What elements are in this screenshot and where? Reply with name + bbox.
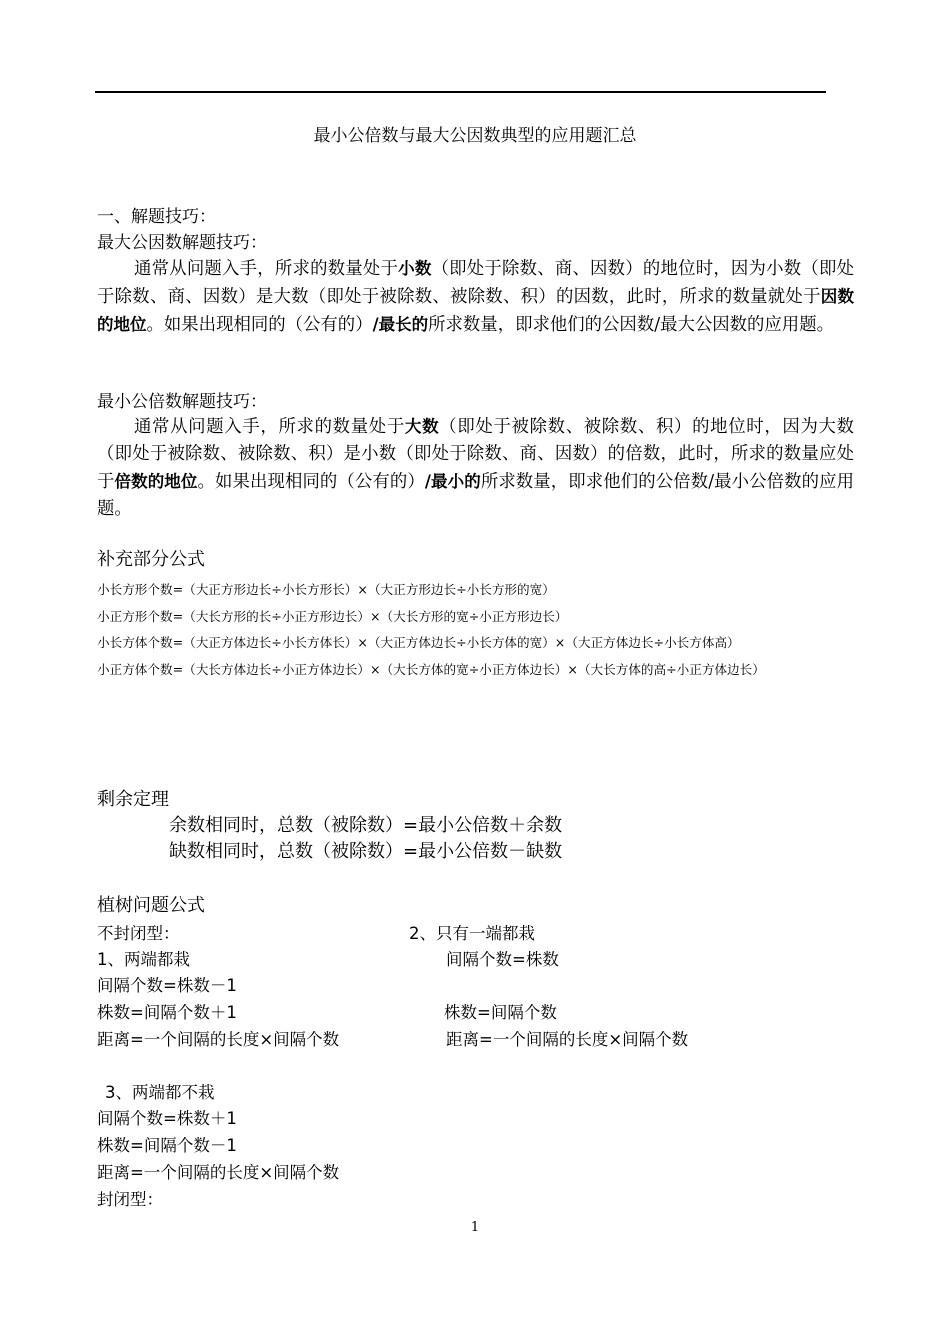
document-title: 最小公倍数与最大公因数典型的应用题汇总 <box>313 126 637 146</box>
lcm-paragraph: 通常从问题入手，所求的数量处于大数（即处于被除数、被除数、积）的地位时，因为大数（即处于被除数、被除数、积）是小数（即处于除数、商、因数）的倍数，此时，所求的数量应处于倍数的地位。如果出现相同的（公有的）/最小的所求数量，即求他们的公倍数/最小公倍数的应用题。 <box>97 417 854 519</box>
gcd-heading: 最大公因数解题技巧： <box>97 233 267 253</box>
case2-line-1: 间隔个数=株数 <box>446 950 559 969</box>
case1-line-1: 间隔个数=株数－1 <box>97 976 237 995</box>
case3-line-1: 间隔个数=株数＋1 <box>97 1109 237 1128</box>
formula-list <box>97 577 854 683</box>
formula-item: 小正方形个数=（大长方形的长÷小正方形边长）×（大长方形的宽÷小正方形边长） <box>97 608 568 624</box>
case1-title: 1、两端都栽 <box>97 950 190 969</box>
trees-heading: 植树问题公式 <box>97 895 205 916</box>
page-number: 1 <box>470 1220 480 1235</box>
case3-title: 3、两端都不栽 <box>105 1083 215 1102</box>
formulas-heading: 补充部分公式 <box>97 549 205 570</box>
header-rule <box>95 91 826 93</box>
section-heading-techniques: 一、解题技巧： <box>97 207 216 227</box>
gcd-paragraph: 通常从问题入手，所求的数量处于小数（即处于除数、商、因数）的地位时，因为小数（即处于除数、商、因数）是大数（即处于被除数、被除数、积）的因数，此时，所求的数量就处于因数的地位。如果出现相同的（公有的）/最长的所求数量，即求他们的公因数/最大公因数的应用题。 <box>97 259 854 335</box>
closed-type-label: 封闭型： <box>97 1190 163 1209</box>
case2-title: 2、只有一端都栽 <box>409 924 535 943</box>
case2-line-2: 株数=间隔个数 <box>444 1003 557 1022</box>
case2-line-3: 距离=一个间隔的长度×间隔个数 <box>446 1030 689 1049</box>
remainder-line-2: 缺数相同时，总数（被除数）=最小公倍数－缺数 <box>169 841 563 862</box>
case1-line-3: 距离=一个间隔的长度×间隔个数 <box>97 1030 340 1049</box>
remainder-line-1: 余数相同时，总数（被除数）=最小公倍数＋余数 <box>169 815 563 836</box>
formula-item: 小长方体个数=（大正方体边长÷小长方体长）×（大正方体边长÷小长方体的宽）×（大正方体边长÷小长方体高） <box>97 635 740 650</box>
remainder-heading: 剩余定理 <box>97 789 169 810</box>
lcm-heading: 最小公倍数解题技巧： <box>97 392 267 412</box>
open-type-label: 不封闭型： <box>97 924 180 943</box>
formula-item: 小长方形个数=（大正方形边长÷小长方形长）×（大正方形边长÷小长方形的宽） <box>97 582 555 597</box>
case1-line-2: 株数=间隔个数＋1 <box>97 1003 237 1022</box>
formula-item: 小正方体个数=（大长方体边长÷小正方体边长）×（大长方体的宽÷小正方体边长）×（大长方体的高÷小正方体边长） <box>97 661 765 677</box>
case3-line-3: 距离=一个间隔的长度×间隔个数 <box>97 1163 340 1182</box>
case3-line-2: 株数=间隔个数－1 <box>97 1136 237 1155</box>
